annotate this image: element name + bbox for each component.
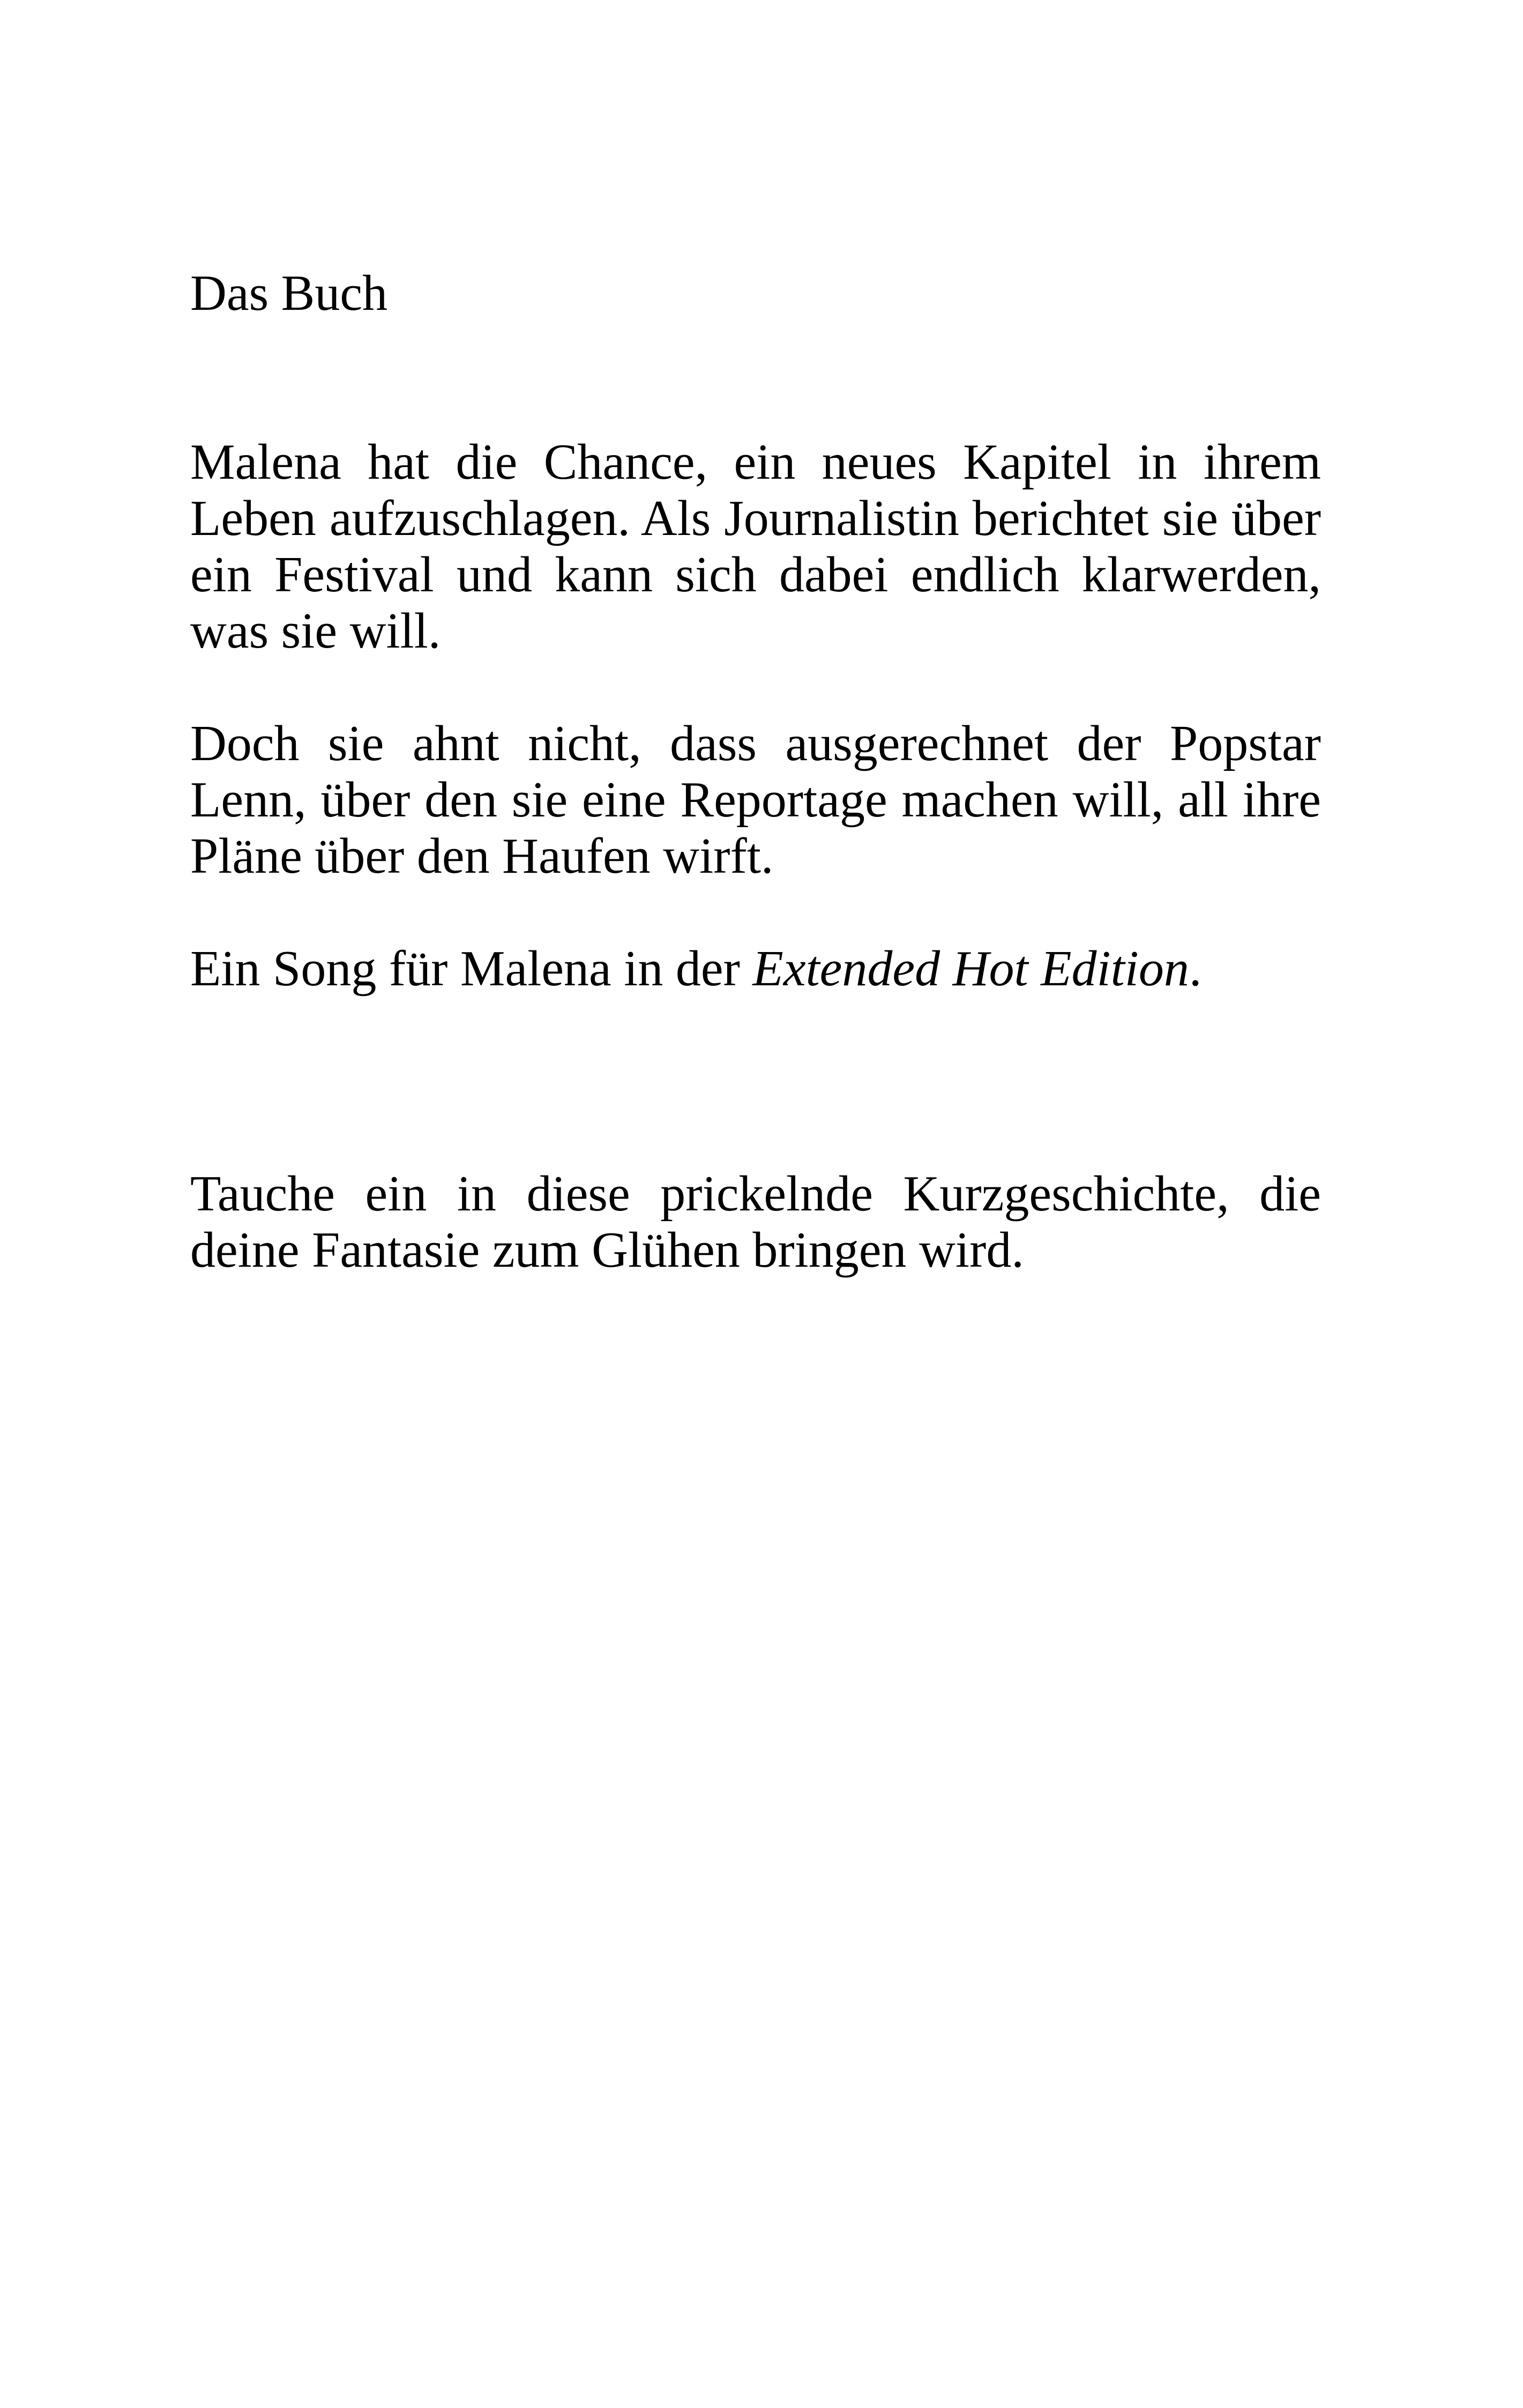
section-heading: Das Buch bbox=[190, 265, 388, 321]
page-content bbox=[190, 265, 1321, 1279]
edition-prefix: Ein Song für Malena in der bbox=[190, 941, 753, 997]
spacer bbox=[190, 659, 1321, 716]
edition-name: Extended Hot Edition bbox=[752, 941, 1189, 997]
paragraph-intro: Malena hat die Chance, ein neues Kapitel in ihrem Leben aufzuschlagen. Als Journalistin berichtet sie über ein Festival und kann sich dabei endlich klarwerden, was sie will. bbox=[190, 434, 1321, 659]
spacer bbox=[190, 322, 1321, 434]
edition-suffix: . bbox=[1189, 941, 1202, 997]
paragraph-conflict: Doch sie ahnt nicht, dass ausgerechnet der Popstar Lenn, über den sie eine Reportage machen will, all ihre Pläne über den Haufen wirft. bbox=[190, 716, 1321, 884]
paragraph-edition bbox=[190, 941, 1321, 997]
paragraph-teaser: Tauche ein in diese prickelnde Kurzgeschichte, die deine Fantasie zum Glühen bringen wird. bbox=[190, 1166, 1321, 1278]
spacer bbox=[190, 997, 1321, 1166]
spacer bbox=[190, 885, 1321, 941]
